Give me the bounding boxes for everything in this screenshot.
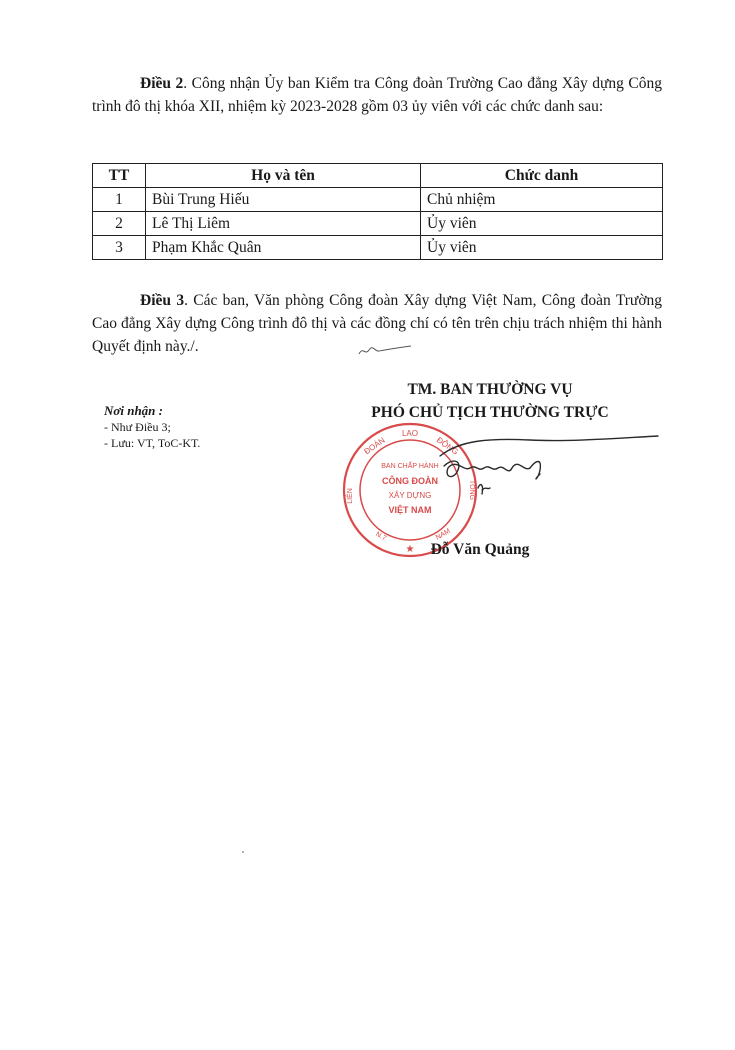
speck: [242, 851, 244, 853]
recipient-item: - Như Điều 3;: [104, 420, 171, 434]
signature-line-1: TM. BAN THƯỜNG VỤ: [407, 381, 573, 398]
star-icon: ★: [405, 544, 415, 555]
article-2-paragraph: [92, 72, 662, 118]
header-tt: TT: [93, 164, 146, 188]
row-name: Lê Thị Liêm: [146, 212, 421, 236]
stamp-top-text: LAO: [401, 429, 419, 438]
header-title: Chức danh: [421, 164, 663, 188]
members-table: [92, 163, 663, 260]
stamp-line-1: BAN CHẤP HÀNH: [381, 463, 439, 470]
row-name: Phạm Khắc Quân: [146, 236, 421, 260]
stamp-line-4: VIỆT NAM: [388, 505, 432, 515]
row-tt: 2: [93, 212, 146, 236]
recipient-item: - Lưu: VT, ToC-KT.: [104, 436, 201, 450]
signature-title-block: [330, 378, 650, 424]
article-3-label: Điều 3: [140, 292, 185, 309]
stamp-bottom-left: N.7: [374, 530, 388, 543]
handwritten-signature: [400, 428, 670, 518]
row-tt: 3: [93, 236, 146, 260]
recipients-block: [104, 403, 200, 451]
initials-mark: [355, 340, 415, 360]
stamp-bottom-right: NAM: [434, 527, 452, 542]
stamp-outer-left: LIÊN: [347, 488, 354, 504]
stamp-outer-right: TỔNG: [468, 479, 475, 501]
signature-line-2: PHÓ CHỦ TỊCH THƯỜNG TRỰC: [371, 404, 609, 421]
stamp-left-text: ĐOÀN: [362, 435, 387, 457]
row-title: Chủ nhiệm: [421, 188, 663, 212]
row-title: Ủy viên: [421, 236, 663, 260]
row-name: Bùi Trung Hiếu: [146, 188, 421, 212]
stamp-line-2: CÔNG ĐOÀN: [382, 476, 438, 486]
article-3-text: . Các ban, Văn phòng Công đoàn Xây dựng Việt Nam, Công đoàn Trường Cao đẳng Xây dựng Công trình đô thị và các đồng chí có tên trên chịu trách nhiệm thi hành Quyết định này./.: [92, 292, 663, 355]
stamp-right-text: ĐỘNG: [435, 435, 460, 457]
table-header-row: [93, 164, 663, 188]
article-2-text: . Công nhận Ủy ban Kiểm tra Công đoàn Trường Cao đẳng Xây dựng Công trình đô thị khóa XII, nhiệm kỳ 2023-2028 gồm 03 ủy viên với các chức danh sau:: [92, 75, 663, 115]
header-name: Họ và tên: [146, 164, 421, 188]
row-tt: 1: [93, 188, 146, 212]
table-row: [93, 188, 663, 212]
table-row: [93, 212, 663, 236]
signer-name: Đỗ Văn Quảng: [430, 541, 530, 558]
stamp-line-3: XÂY DỰNG: [388, 491, 432, 500]
recipients-heading: Nơi nhận :: [104, 403, 163, 418]
row-title: Ủy viên: [421, 212, 663, 236]
table-row: [93, 236, 663, 260]
article-2-label: Điều 2: [140, 75, 184, 92]
